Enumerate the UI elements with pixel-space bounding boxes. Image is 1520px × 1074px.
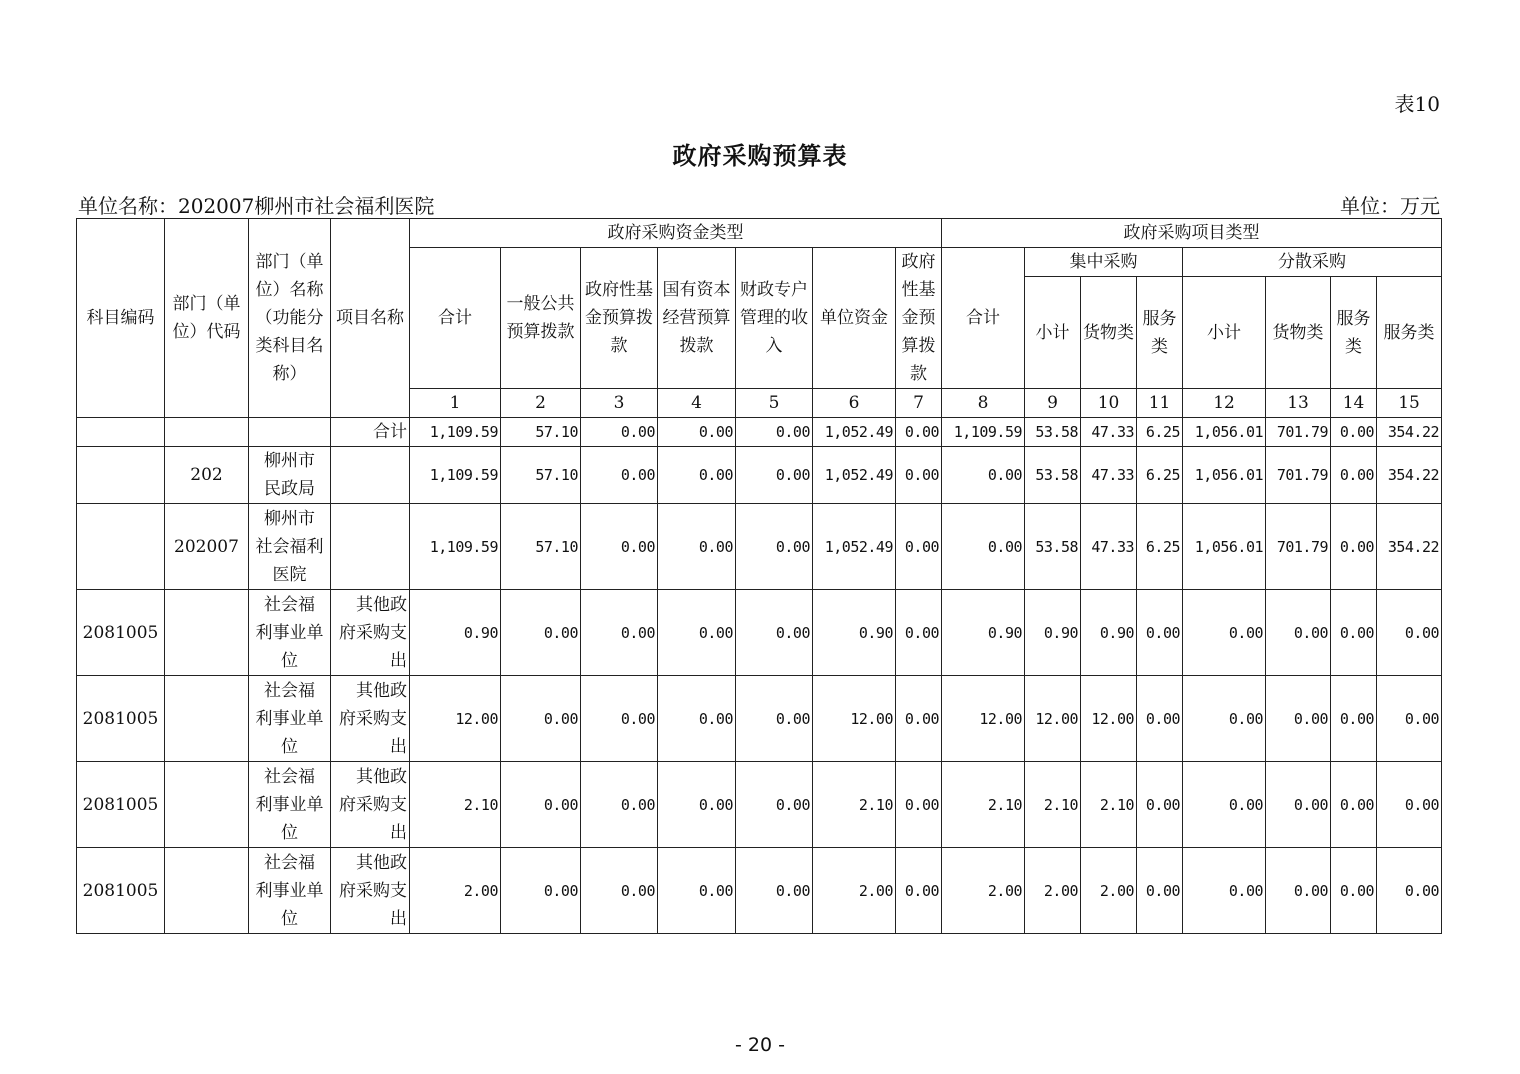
header-subject-code: 科目编码 [77, 219, 165, 418]
column-index: 5 [736, 389, 813, 418]
cell-subject-code: 2081005 [77, 590, 165, 676]
cell-value: 354.22 [1377, 504, 1442, 590]
header-decentralized-goods: 货物类 [1266, 277, 1331, 389]
cell-dept-code [165, 762, 249, 848]
page-number: - 20 - [735, 1034, 785, 1056]
header-decentralized-subtotal: 小计 [1183, 277, 1266, 389]
header-dept-code: 部门（单 位）代码 [165, 219, 249, 418]
cell-value: 0.90 [1025, 590, 1081, 676]
header-decentralized-service: 服务 类 [1331, 277, 1377, 389]
cell-value: 354.22 [1377, 447, 1442, 504]
cell-dept-name: 柳州市 民政局 [249, 447, 331, 504]
column-index: 8 [942, 389, 1025, 418]
cell-value: 0.00 [1377, 676, 1442, 762]
cell-value: 0.00 [501, 762, 581, 848]
cell-dept-code [165, 418, 249, 447]
header-centralized-goods: 货物类 [1081, 277, 1137, 389]
header-centralized-subtotal: 小计 [1025, 277, 1081, 389]
cell-value: 57.10 [501, 504, 581, 590]
cell-value: 0.00 [501, 590, 581, 676]
header-gov-fund-budget: 政府性基 金预算拨 款 [581, 248, 658, 389]
table-number: 表10 [1394, 92, 1440, 116]
column-index: 15 [1377, 389, 1442, 418]
table-body [77, 418, 1442, 934]
cell-value: 0.00 [1331, 848, 1377, 934]
cell-value: 0.00 [896, 676, 942, 762]
header-project-type: 政府采购项目类型 [942, 219, 1442, 248]
header-unit-fund: 单位资金 [813, 248, 896, 389]
cell-value: 0.00 [1331, 447, 1377, 504]
cell-value: 0.00 [1183, 676, 1266, 762]
header-project-name: 项目名称 [331, 219, 410, 418]
cell-value: 0.00 [1183, 848, 1266, 934]
cell-dept-code: 202 [165, 447, 249, 504]
cell-value: 1,109.59 [410, 418, 501, 447]
column-index: 11 [1137, 389, 1183, 418]
header-decentralized-service-2: 服务类 [1377, 277, 1442, 389]
cell-value: 0.00 [736, 590, 813, 676]
cell-value: 47.33 [1081, 504, 1137, 590]
cell-value: 1,052.49 [813, 418, 896, 447]
table-row [77, 676, 1442, 762]
cell-project-name: 其他政 府采购支 出 [331, 590, 410, 676]
cell-value: 0.00 [1331, 762, 1377, 848]
table-row [77, 418, 1442, 447]
column-index: 12 [1183, 389, 1266, 418]
header-special-account-income: 财政专户 管理的收 入 [736, 248, 813, 389]
table-row [77, 848, 1442, 934]
cell-dept-code [165, 676, 249, 762]
column-index: 14 [1331, 389, 1377, 418]
cell-value: 0.00 [1377, 848, 1442, 934]
cell-value: 0.00 [1137, 676, 1183, 762]
cell-value: 6.25 [1137, 418, 1183, 447]
column-index: 7 [896, 389, 942, 418]
cell-value: 0.00 [658, 447, 736, 504]
cell-value: 1,052.49 [813, 447, 896, 504]
cell-value: 12.00 [1025, 676, 1081, 762]
unit-name: 单位名称：202007柳州市社会福利医院 [78, 194, 435, 218]
cell-subject-code [77, 418, 165, 447]
cell-value: 0.00 [658, 762, 736, 848]
cell-value: 0.00 [1266, 848, 1331, 934]
header-centralized: 集中采购 [1025, 248, 1183, 277]
cell-value: 2.10 [1025, 762, 1081, 848]
document-title: 政府采购预算表 [672, 141, 848, 170]
cell-value: 0.00 [942, 447, 1025, 504]
cell-value: 0.00 [736, 418, 813, 447]
cell-subject-code: 2081005 [77, 848, 165, 934]
cell-value: 0.90 [942, 590, 1025, 676]
table-row [77, 504, 1442, 590]
header-project-total: 合计 [942, 248, 1025, 389]
cell-value: 2.10 [410, 762, 501, 848]
cell-value: 1,056.01 [1183, 447, 1266, 504]
table-row [77, 762, 1442, 848]
cell-value: 0.00 [1266, 676, 1331, 762]
cell-value: 0.00 [896, 762, 942, 848]
cell-value: 0.00 [581, 676, 658, 762]
cell-value: 2.00 [942, 848, 1025, 934]
header-state-capital-budget: 国有资本 经营预算 拨款 [658, 248, 736, 389]
header-general-public-budget: 一般公共 预算拨款 [501, 248, 581, 389]
column-index: 3 [581, 389, 658, 418]
cell-value: 0.00 [736, 762, 813, 848]
cell-value: 57.10 [501, 418, 581, 447]
cell-value: 0.00 [736, 676, 813, 762]
cell-value: 1,109.59 [410, 447, 501, 504]
cell-value: 0.00 [1331, 676, 1377, 762]
cell-value: 0.00 [1266, 762, 1331, 848]
cell-value: 0.00 [581, 762, 658, 848]
cell-value: 2.00 [1081, 848, 1137, 934]
cell-value: 1,056.01 [1183, 418, 1266, 447]
cell-project-name: 合计 [331, 418, 410, 447]
cell-project-name: 其他政 府采购支 出 [331, 676, 410, 762]
currency-unit: 单位：万元 [1340, 194, 1440, 218]
cell-dept-code: 202007 [165, 504, 249, 590]
cell-value: 12.00 [813, 676, 896, 762]
cell-value: 1,056.01 [1183, 504, 1266, 590]
cell-value: 701.79 [1266, 418, 1331, 447]
cell-value: 0.00 [581, 418, 658, 447]
procurement-budget-table [76, 218, 1442, 934]
cell-value: 0.00 [896, 590, 942, 676]
cell-value: 6.25 [1137, 504, 1183, 590]
column-index: 2 [501, 389, 581, 418]
cell-subject-code: 2081005 [77, 762, 165, 848]
cell-value: 1,109.59 [942, 418, 1025, 447]
cell-project-name [331, 447, 410, 504]
cell-value: 0.00 [501, 676, 581, 762]
cell-subject-code [77, 504, 165, 590]
cell-value: 0.00 [1183, 762, 1266, 848]
cell-value: 2.10 [942, 762, 1025, 848]
cell-value: 701.79 [1266, 504, 1331, 590]
cell-value: 47.33 [1081, 447, 1137, 504]
cell-project-name: 其他政 府采购支 出 [331, 762, 410, 848]
cell-value: 1,052.49 [813, 504, 896, 590]
cell-project-name [331, 504, 410, 590]
cell-value: 0.00 [658, 590, 736, 676]
cell-value: 2.00 [813, 848, 896, 934]
table-row [77, 447, 1442, 504]
cell-dept-code [165, 848, 249, 934]
header-decentralized: 分散采购 [1183, 248, 1442, 277]
cell-value: 6.25 [1137, 447, 1183, 504]
column-index: 1 [410, 389, 501, 418]
cell-value: 0.00 [1377, 590, 1442, 676]
column-index: 13 [1266, 389, 1331, 418]
header-centralized-service: 服务 类 [1137, 277, 1183, 389]
cell-value: 0.00 [1331, 590, 1377, 676]
column-index: 4 [658, 389, 736, 418]
cell-dept-name: 柳州市 社会福利 医院 [249, 504, 331, 590]
cell-value: 0.00 [1137, 848, 1183, 934]
cell-value: 0.00 [1183, 590, 1266, 676]
cell-dept-name: 社会福 利事业单 位 [249, 848, 331, 934]
cell-value: 57.10 [501, 447, 581, 504]
cell-value: 0.00 [1377, 762, 1442, 848]
header-fund-type: 政府采购资金类型 [410, 219, 942, 248]
column-index: 6 [813, 389, 896, 418]
cell-dept-name: 社会福 利事业单 位 [249, 590, 331, 676]
cell-value: 0.00 [1331, 418, 1377, 447]
cell-value: 0.00 [1137, 762, 1183, 848]
cell-value: 0.00 [581, 504, 658, 590]
cell-value: 0.00 [501, 848, 581, 934]
cell-value: 354.22 [1377, 418, 1442, 447]
cell-value: 0.90 [410, 590, 501, 676]
cell-subject-code: 2081005 [77, 676, 165, 762]
cell-value: 0.00 [658, 504, 736, 590]
cell-value: 47.33 [1081, 418, 1137, 447]
cell-value: 0.00 [942, 504, 1025, 590]
cell-dept-name [249, 418, 331, 447]
cell-value: 0.00 [1331, 504, 1377, 590]
cell-value: 0.00 [736, 504, 813, 590]
cell-value: 53.58 [1025, 504, 1081, 590]
cell-value: 0.00 [581, 590, 658, 676]
cell-value: 2.00 [410, 848, 501, 934]
cell-value: 0.00 [658, 418, 736, 447]
cell-subject-code [77, 447, 165, 504]
header-dept-name: 部门（单 位）名称 （功能分 类科目名 称） [249, 219, 331, 418]
cell-value: 0.00 [658, 676, 736, 762]
cell-dept-name: 社会福 利事业单 位 [249, 676, 331, 762]
cell-value: 12.00 [1081, 676, 1137, 762]
cell-value: 0.00 [896, 848, 942, 934]
cell-value: 2.10 [1081, 762, 1137, 848]
table-row [77, 590, 1442, 676]
cell-value: 0.00 [581, 447, 658, 504]
cell-dept-name: 社会福 利事业单 位 [249, 762, 331, 848]
cell-dept-code [165, 590, 249, 676]
cell-value: 0.00 [896, 504, 942, 590]
cell-value: 0.00 [896, 447, 942, 504]
cell-value: 2.10 [813, 762, 896, 848]
cell-project-name: 其他政 府采购支 出 [331, 848, 410, 934]
column-index: 9 [1025, 389, 1081, 418]
cell-value: 0.90 [813, 590, 896, 676]
cell-value: 0.90 [1081, 590, 1137, 676]
cell-value: 0.00 [736, 447, 813, 504]
header-gov-fund-budget-2: 政府 性基 金预 算拨 款 [896, 248, 942, 389]
cell-value: 12.00 [410, 676, 501, 762]
column-index: 10 [1081, 389, 1137, 418]
cell-value: 0.00 [581, 848, 658, 934]
cell-value: 0.00 [896, 418, 942, 447]
cell-value: 0.00 [658, 848, 736, 934]
cell-value: 0.00 [1266, 590, 1331, 676]
cell-value: 53.58 [1025, 418, 1081, 447]
cell-value: 0.00 [736, 848, 813, 934]
cell-value: 2.00 [1025, 848, 1081, 934]
cell-value: 1,109.59 [410, 504, 501, 590]
cell-value: 0.00 [1137, 590, 1183, 676]
cell-value: 12.00 [942, 676, 1025, 762]
header-fund-total: 合计 [410, 248, 501, 389]
cell-value: 53.58 [1025, 447, 1081, 504]
cell-value: 701.79 [1266, 447, 1331, 504]
